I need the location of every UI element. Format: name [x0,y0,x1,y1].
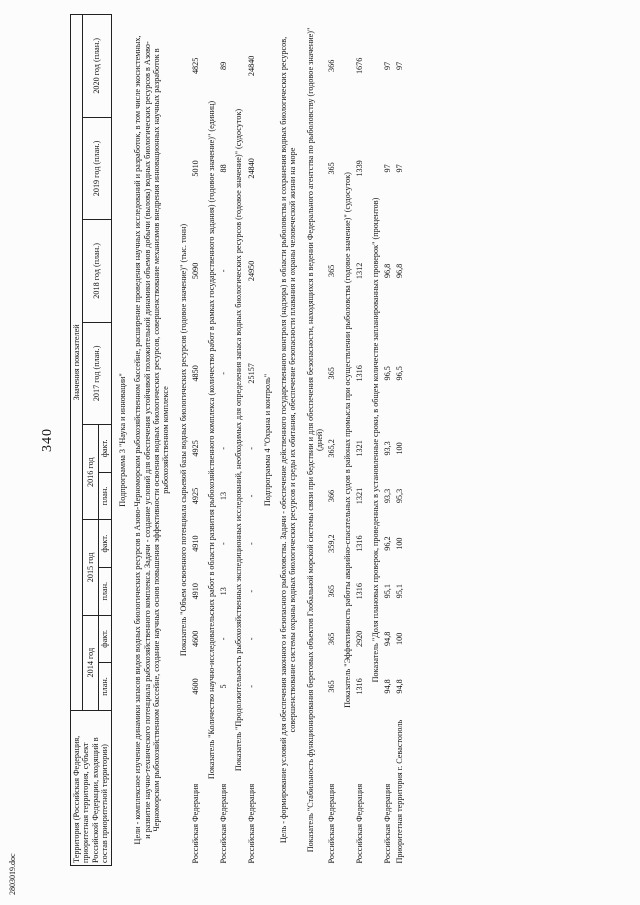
value-cell: - [246,685,256,688]
value-cell: - [219,542,229,545]
table-row [190,15,201,866]
table-row [354,15,365,866]
value-cell: - [219,371,229,375]
indicator-title: Показатель "Продолжительность рыбохозяйственных экспедиционных исследований, необходимых для определения запаса водных биологических ресурсов (годовое значение)" (судосуток) [234,108,244,772]
value-cell: - [246,494,256,498]
value-cell: 13 [219,587,229,596]
value-cell: 366 [327,489,337,503]
value-cell: 365 [327,632,337,645]
fact-header: факт. [99,520,111,568]
territory-header: Территория (Российская Федерация, приоритетная территория, субъект Российской Федерации, входящий в состав приоритетной территории) [71,710,112,865]
indicator-title: Показатель "Доля плановых проверок, проведенных в установленные сроки, в общем количестве запланированных проверок" (процентов) [370,197,380,683]
value-cell: 365 [327,264,337,278]
table-row [218,15,229,866]
value-cell: - [246,589,256,593]
indicator-title: Показатель "Эффективность работы аварийно-спасательных судов в районах промысла при осуществлении рыболовства (годовое значение)" (судосуток) [342,172,352,708]
value-cell: 1316 [355,678,365,695]
value-cell: 96,2 [383,536,393,551]
year-2020-header: 2020 год (план.) [83,15,111,118]
value-cell: 13 [219,491,229,501]
value-cell: 97 [394,61,404,70]
year-2015-header: 2015 год [83,520,99,615]
year-2018-header: 2018 год (план.) [83,220,111,322]
value-cell: 365 [327,680,337,693]
territory-name: Российская Федерация [191,783,201,864]
value-cell: 365 [327,367,337,380]
value-cell: 95,3 [394,488,404,504]
indicator-title: Показатель "Стабильность функционирования береговых объектов Глобальной морской системы связи при бедствии и для обеспечения безопасности, находящихся в ведении Федерального агентства по рыболовству (годовое значение)" (дней) [305,27,325,853]
indicators-table [70,14,405,866]
value-cell: - [219,269,229,273]
value-cell: 97 [383,61,393,70]
value-cell: 5 [219,684,229,689]
table-row [246,15,257,866]
rotated-table-page [40,0,625,880]
indicator-title: Показатель "Количество научно-исследовательских работ в области развития рыбохозяйственного комплекса (количество работ в рамках государственного задания) (годовое значение)" (единиц) [206,100,216,780]
value-cell: 93,3 [383,441,393,456]
value-cell: 1316 [355,365,365,382]
subprogram-3-goals: Цели - комплексное изучение динамики запасов видов водных биологических ресурсов в Азово-Черноморском рыбохозяйственном бассейне, расширение проведения научных исследований и разработок, в том числе экосистемных, и развитие научно-технического потенциала рыбохозяйственного комплекса. Задачи - создание условий для обеспечения устойчивой положительной динамики объемов добычи (вылова) водных биологических ресурсов в Азово-Черноморском рыбохозяйственном бассейне, создание научных основ повышения эффективности освоения водных биологических ресурсов, совершенствование механизмов внедрения инновационных научных разработок в рыбохозяйственном комплексе [133,35,171,845]
value-cell: - [246,542,256,545]
territory-name: Российская Федерация [246,783,256,864]
value-cell: 96,5 [383,366,393,381]
year-2016-header: 2016 год [83,425,99,520]
plan-header: план. [99,663,111,711]
plan-header: план. [99,472,111,520]
year-2017-header: 2017 год (план.) [83,322,111,424]
territory-name: Российская Федерация [219,783,229,864]
value-cell: - [246,637,256,641]
value-cell: 4600 [191,630,201,648]
value-cell: 96,8 [394,263,404,279]
subprogram-4-title: Подпрограмма 4 "Охрана и контроль" [263,373,273,507]
value-cell: 4910 [191,583,201,600]
fact-header: факт. [99,615,111,663]
value-cell: 1321 [355,487,365,505]
value-cell: 96,5 [394,366,404,381]
value-cell: 2920 [355,630,365,648]
value-cell: 4925 [191,487,201,505]
value-cell: 25157 [246,363,256,384]
value-cell: 100 [394,442,404,455]
value-cell: 94,8 [383,631,393,646]
territory-name: Российская Федерация [327,783,337,864]
subprogram-3-title: Подпрограмма 3 "Наука и инновации" [117,373,127,507]
value-cell: 4825 [191,57,201,75]
table-row [326,15,337,866]
year-2019-header: 2019 год (план.) [83,117,111,219]
value-cell: 100 [394,537,404,550]
value-cell: - [219,637,229,641]
value-cell: 366 [327,59,337,72]
value-cell: 94,8 [394,679,404,694]
value-cell: 24840 [246,55,256,77]
value-cell: 100 [394,632,404,645]
value-cell: 95,1 [394,584,404,599]
value-cell: 1316 [355,583,365,600]
table-row [382,15,393,866]
value-cell: 1676 [355,57,365,75]
subprogram-4-goals: Цель - формирование условий для обеспечения законного и безопасного рыболовства. Задачи - обеспечение действенного государственного контроля (надзора) в области рыболовства и сохранения водных биологических ресурсов, совершенствование системы охраны водных биологических ресурсов и среды их обитания, обеспечение безопасности плавания и охраны человеческой жизни на море [278,36,298,844]
value-cell: 97 [394,164,404,173]
value-cell: 97 [383,164,393,173]
territory-name: Приоритетная территория г. Севастополь [394,719,404,864]
value-cell: 5090 [191,262,201,280]
plan-header: план. [99,567,111,615]
value-cell: 365,2 [327,439,337,458]
value-cell: 1312 [355,262,365,280]
value-cell: 1339 [355,160,365,177]
value-cell: 5010 [191,160,201,177]
value-cell: 365 [327,585,337,598]
territory-name: Российская Федерация [383,783,393,864]
value-cell: 24950 [246,260,256,282]
value-cell: 89 [219,61,229,70]
value-cell: 4600 [191,678,201,695]
fact-header: факт. [99,425,111,473]
table-row [394,15,405,866]
value-cell: 93,3 [383,488,393,504]
value-cell: 4850 [191,365,201,382]
value-cell: - [219,447,229,450]
value-cell: 95,1 [383,584,393,599]
value-cell: 359,2 [327,534,337,553]
value-cell: 365 [327,162,337,175]
value-cell: - [246,447,256,450]
value-cell: 94,8 [383,679,393,694]
territory-name: Российская Федерация [355,783,365,864]
values-group-header: Значения показателей [71,15,83,711]
footer-filename: 2803019.doc [8,853,17,895]
indicator-title: Показатель "Объем освоенного потенциала сырьевой базы водных биологических ресурсов (годовое значение)" (тыс. тонн) [178,223,188,657]
value-cell: 4925 [191,440,201,457]
value-cell: 96,8 [383,263,393,279]
value-cell: 24840 [246,158,256,179]
value-cell: 1321 [355,440,365,457]
value-cell: 1316 [355,535,365,552]
value-cell: 4910 [191,535,201,552]
value-cell: 88 [219,164,229,173]
page-number: 340 [40,428,55,452]
year-2014-header: 2014 год [83,615,99,710]
